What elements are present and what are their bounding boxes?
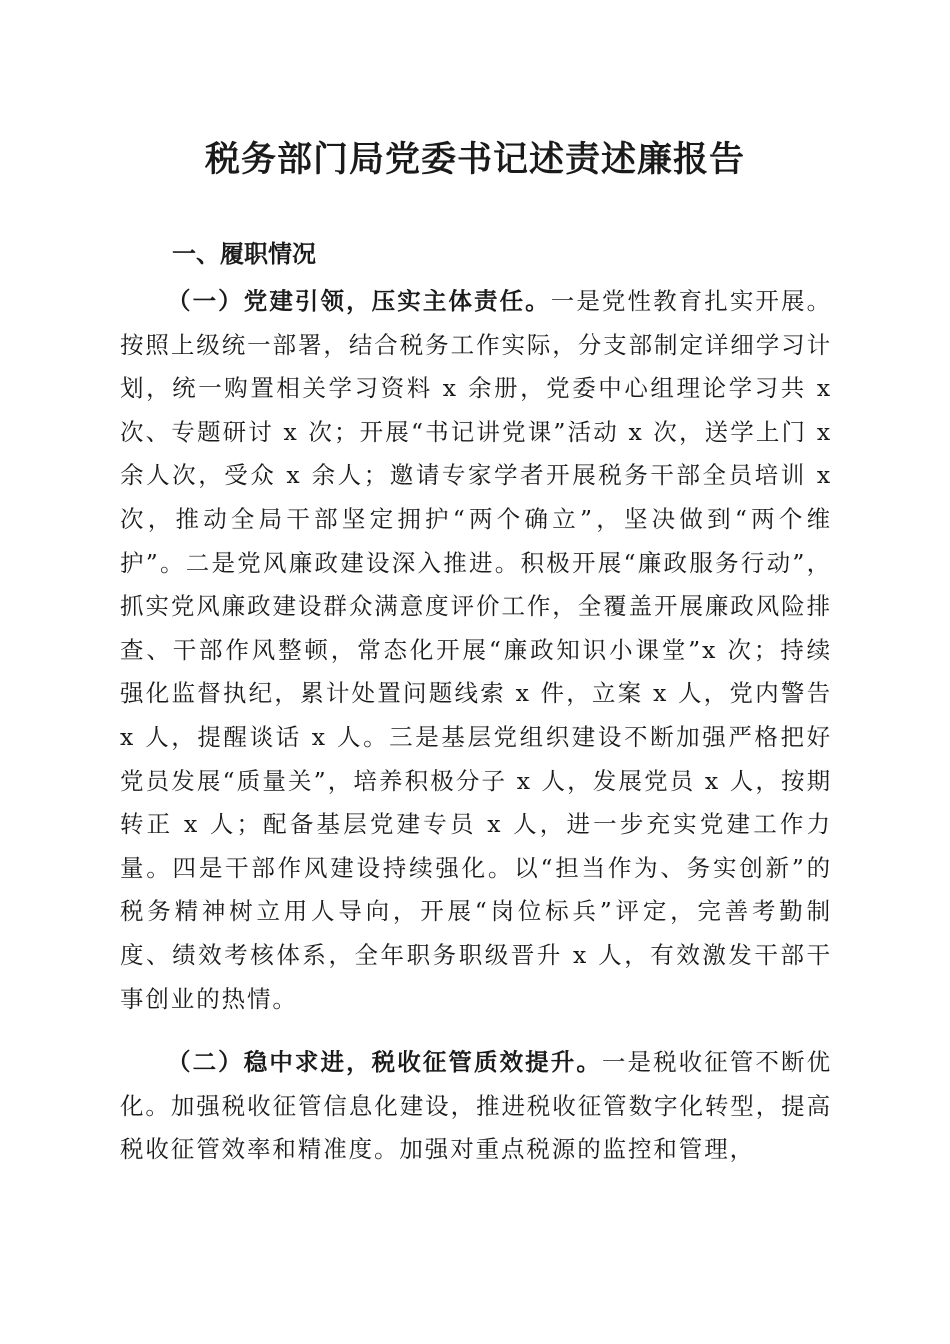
section-heading: 一、履职情况 bbox=[172, 240, 316, 268]
paragraph-text: 一是党性教育扎实开展。按照上级统一部署，结合税务工作实际，分支部制定详细学习计划，统一购置相关学习资料 x 余册，党委中心组理论学习共 x 次、专题研讨 x 次；开展“书记讲党课”活动 x 次，送学上门 x 余人次，受众 x 余人；邀请专家学者开展税务干部全员培训 x 次，推动全局干部坚定拥护“两个确立”，坚决做到“两个维护”。二是党风廉政建设深入推进。积极开展“廉政服务行动”，抓实党风廉政建设群众满意度评价工作，全覆盖开展廉政风险排查、干部作风整顿，常态化开展“廉政知识小课堂”x 次；持续强化监督执纪，累计处置问题线索 x 件，立案 x 人，党内警告 x 人，提醒谈话 x 人。三是基层党组织建设不断加强严格把好党员发展“质量关”，培养积极分子 x 人，发展党员 x 人，按期转正 x 人；配备基层党建专员 x 人，进一步充实党建工作力量。四是干部作风建设持续强化。以“担当作为、务实创新”的税务精神树立用人导向，开展“岗位标兵”评定，完善考勤制度、绩效考核体系，全年职务职级晋升 x 人，有效激发干部干事创业的热情。 bbox=[120, 287, 833, 1013]
paragraph bbox=[120, 1041, 832, 1172]
paragraph-heading: （二）稳中求进，税收征管质效提升。 bbox=[167, 1048, 602, 1076]
paragraph bbox=[120, 280, 832, 1021]
paragraph-text: 一是税收征管不断优化。加强税收征管信息化建设，推进税收征管数字化转型，提高税收征管效率和精准度。加强对重点税源的监控和管理， bbox=[120, 1048, 832, 1164]
paragraph-heading: （一）党建引领，压实主体责任。 bbox=[167, 287, 551, 315]
document-title: 税务部门局党委书记述责述廉报告 bbox=[204, 139, 745, 180]
